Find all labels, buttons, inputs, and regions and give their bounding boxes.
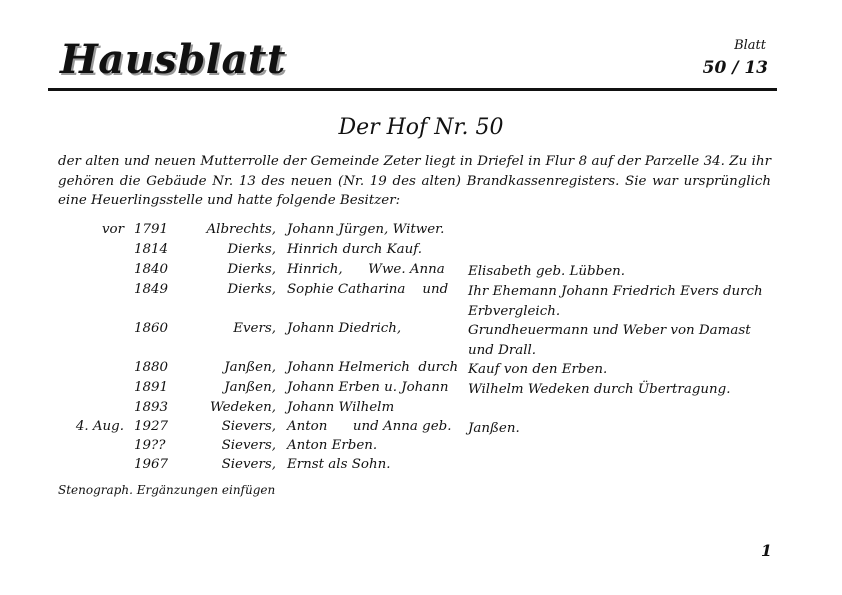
owner-note: Janßen. <box>468 421 520 436</box>
owner-year: 1814 <box>134 242 169 257</box>
owner-surname: Evers, <box>233 321 276 336</box>
owner-year: 1860 <box>134 321 169 336</box>
document-title: Hausblatt <box>60 36 286 83</box>
owner-given-name: Sophie Catharina und <box>287 282 449 297</box>
owner-note: Grundheuermann und Weber von Damast und Drall. <box>468 323 751 358</box>
owner-year: 1840 <box>134 262 169 277</box>
owner-given-name: Anton Erben. <box>287 438 378 453</box>
owner-year: 1880 <box>134 360 169 375</box>
owner-surname: Dierks, <box>227 282 276 297</box>
blatt-number: 50 / 13 <box>702 58 768 78</box>
footnote: Stenograph. Ergänzungen einfügen <box>58 483 276 497</box>
owner-note: Wilhelm Wedeken durch Übertragung. <box>468 382 731 397</box>
owner-given-name: Anton und Anna geb. <box>287 419 452 434</box>
blatt-label: Blatt <box>734 38 766 53</box>
owner-given-name: Johann Helmerich durch <box>287 360 459 375</box>
intro-paragraph: der alten und neuen Mutterrolle der Gemeinde Zeter liegt in Driefel in Flur 8 auf der Parzelle 34. Zu ihr gehören die Gebäude Nr. 13 des neuen (Nr. 19 des alten) Brandkassenregisters. Sie war ursprünglich eine Heuerlingsstelle und hatte folgende Besitzer: <box>58 154 771 208</box>
owner-surname: Dierks, <box>227 242 276 257</box>
owner-date-prefix: vor <box>101 222 124 237</box>
owner-surname: Sievers, <box>221 438 276 453</box>
owner-year: 1927 <box>134 419 169 434</box>
owner-row <box>58 360 771 380</box>
owner-year: 1849 <box>134 282 169 297</box>
owner-given-name: Johann Jürgen, Witwer. <box>287 222 445 237</box>
owner-given-name: Johann Wilhelm <box>287 400 395 415</box>
owner-given-name: Ernst als Sohn. <box>287 457 391 472</box>
owner-row <box>58 262 771 282</box>
owner-row <box>58 438 771 457</box>
owner-surname: Albrechts, <box>206 222 276 237</box>
owner-note: Kauf von den Erben. <box>468 362 608 377</box>
owner-surname: Janßen, <box>224 380 276 395</box>
owner-note: Ihr Ehemann Johann Friedrich Evers durch Erbvergleich. <box>468 284 763 319</box>
owner-year: 1893 <box>134 400 169 415</box>
owner-year: 1967 <box>134 457 169 472</box>
owner-year: 1791 <box>134 222 169 237</box>
owner-row <box>58 242 771 262</box>
owner-row <box>58 419 771 438</box>
owner-date-prefix: 4. Aug. <box>75 419 124 434</box>
owner-year: 1891 <box>134 380 169 395</box>
owner-given-name: Hinrich, Wwe. Anna <box>287 262 445 277</box>
owner-row <box>58 380 771 400</box>
owner-note: Elisabeth geb. Lübben. <box>468 264 625 279</box>
owner-given-name: Johann Erben u. Johann <box>287 380 449 395</box>
owner-row <box>58 321 771 360</box>
owner-surname: Dierks, <box>227 262 276 277</box>
owner-row <box>58 457 771 476</box>
owner-year: 19?? <box>134 438 166 453</box>
owner-row <box>58 222 771 242</box>
header-rule <box>48 88 777 91</box>
farm-heading: Der Hof Nr. 50 <box>338 115 504 140</box>
owners-table <box>58 222 771 476</box>
owner-given-name: Hinrich durch Kauf. <box>287 242 422 257</box>
owner-surname: Wedeken, <box>209 400 276 415</box>
page-number: 1 <box>760 541 772 560</box>
owner-surname: Sievers, <box>221 419 276 434</box>
owner-surname: Janßen, <box>224 360 276 375</box>
owner-row <box>58 400 771 419</box>
owner-row <box>58 282 771 321</box>
owner-surname: Sievers, <box>221 457 276 472</box>
owner-given-name: Johann Diedrich, <box>287 321 402 336</box>
